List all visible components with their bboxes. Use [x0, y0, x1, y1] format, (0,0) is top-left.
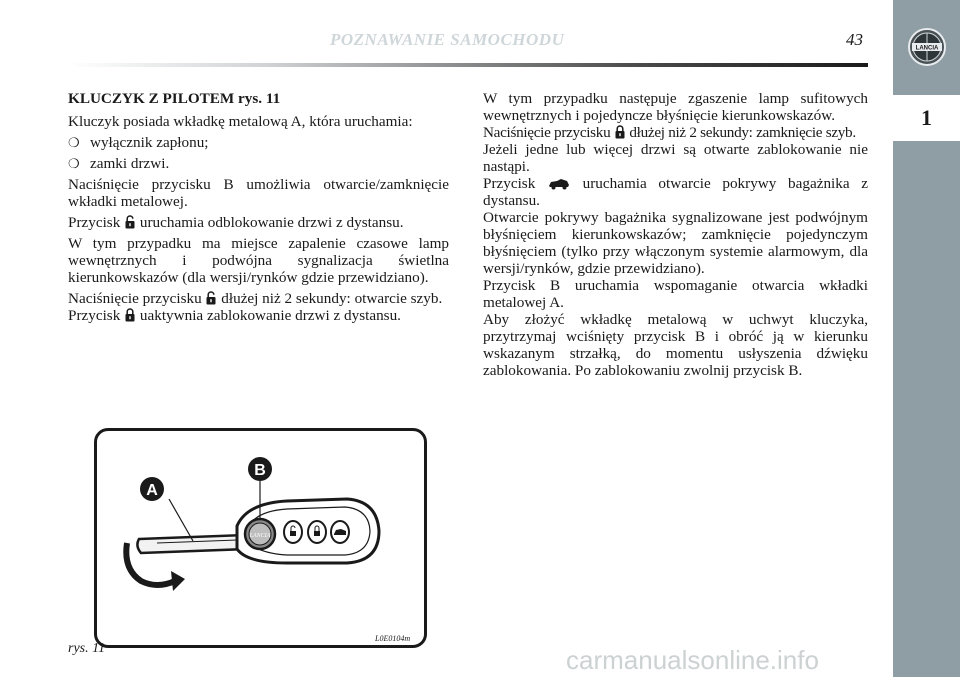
metal-blade-insert: [137, 535, 247, 553]
paragraph: Naciśnięcie przycisku B umożliwia otwarcie/zamknięcie wkładki metalowej.: [68, 176, 449, 210]
text-fragment: Naciśnięcie przycisku: [68, 290, 202, 307]
text-fragment: uruchamia otwarcie pokrywy bagażnika z dystansu.: [483, 175, 869, 209]
unlock-padlock-icon: [206, 291, 216, 305]
paragraph: [68, 307, 449, 324]
text-fragment: Naciśnięcie przycisku: [483, 124, 611, 141]
label-b: B: [254, 462, 266, 479]
paragraph: W tym przypadku ma miejsce zapalenie czasowe lamp wewnętrznych i podwójna sygnalizacja świetlna kierunkowskazów (dla wersji/rynków gdzie przewidziano).: [68, 235, 449, 286]
lock-padlock-icon: [125, 308, 135, 322]
header-rule: [68, 63, 868, 67]
figure-frame: [94, 428, 427, 648]
paragraph: Przycisk B uruchamia wspomaganie otwarcia wkładki metalowej A.: [483, 277, 868, 311]
text-fragment: dłużej niż 2 sekundy: zamknięcie szyb.: [629, 124, 856, 141]
page-header-title: POZNAWANIE SAMOCHODU: [330, 30, 565, 49]
paragraph: [68, 290, 449, 307]
paragraph: Aby złożyć wkładkę metalową w uchwyt kluczyka, przytrzymaj wciśnięty przycisk B i obróć ją w kierunku wskazanym strzałką, do momentu usłyszenia dźwięku zablokowania. Po zablokowaniu zwolnij przycisk B.: [483, 311, 868, 379]
label-a: A: [146, 482, 158, 499]
paragraph: Jeżeli jedne lub więcej drzwi są otwarte zablokowanie nie nastąpi.: [483, 141, 868, 175]
paragraph: [483, 124, 868, 141]
lancia-logo-icon: [907, 27, 947, 67]
car-trunk-icon: [548, 178, 570, 190]
text-fragment: Przycisk: [483, 175, 536, 192]
list-item: [68, 155, 449, 172]
text-fragment: Przycisk: [68, 307, 121, 324]
section-heading: KLUCZYK Z PILOTEM rys. 11: [68, 90, 281, 107]
text-fragment: Przycisk: [68, 214, 121, 231]
page-number: 43: [846, 30, 863, 49]
figure-caption: rys. 11: [68, 641, 106, 656]
fob-logo-text: LANCIA: [249, 533, 271, 539]
bullet-circle-icon: ❍: [68, 135, 80, 150]
key-fob-illustration: [97, 431, 424, 645]
paragraph: W tym przypadku następuje zgaszenie lamp sufitowych wewnętrznych i pojedyncze błyśnięcie kierunkowskazów.: [483, 90, 868, 124]
paragraph: Otwarcie pokrywy bagażnika sygnalizowane jest podwójnym błyśnięciem kierunkowskazów; zamknięcie pojedynczym błyśnięciem (tylko przy włączonym systemie alarmowym, dla wersji/rynków, gdzie przewidziano).: [483, 209, 868, 277]
text-fragment: uaktywnia zablokowanie drzwi z dystansu.: [139, 307, 401, 324]
chapter-number-tab: 1: [893, 95, 960, 141]
right-text-column: [483, 90, 868, 379]
logo-text: LANCIA: [915, 45, 939, 52]
paragraph: [68, 214, 449, 231]
bullet-circle-icon: ❍: [68, 156, 80, 171]
text-fragment: dłużej niż 2 sekundy: otwarcie szyb.: [221, 290, 443, 307]
list-item-text: wyłącznik zapłonu;: [90, 134, 209, 151]
text-fragment: uruchamia odblokowanie drzwi z dystansu.: [139, 214, 404, 231]
list-item: [68, 134, 449, 151]
unlock-padlock-icon: [125, 215, 135, 229]
left-text-column: [68, 90, 449, 328]
watermark: carmanualsonline.info: [566, 645, 819, 675]
intro-paragraph: Kluczyk posiada wkładkę metalową A, która uruchamia:: [68, 113, 413, 130]
paragraph: [483, 175, 868, 209]
lock-padlock-icon: [615, 125, 625, 139]
figure-code: L0E0104m: [375, 634, 411, 643]
list-item-text: zamki drzwi.: [90, 155, 170, 172]
